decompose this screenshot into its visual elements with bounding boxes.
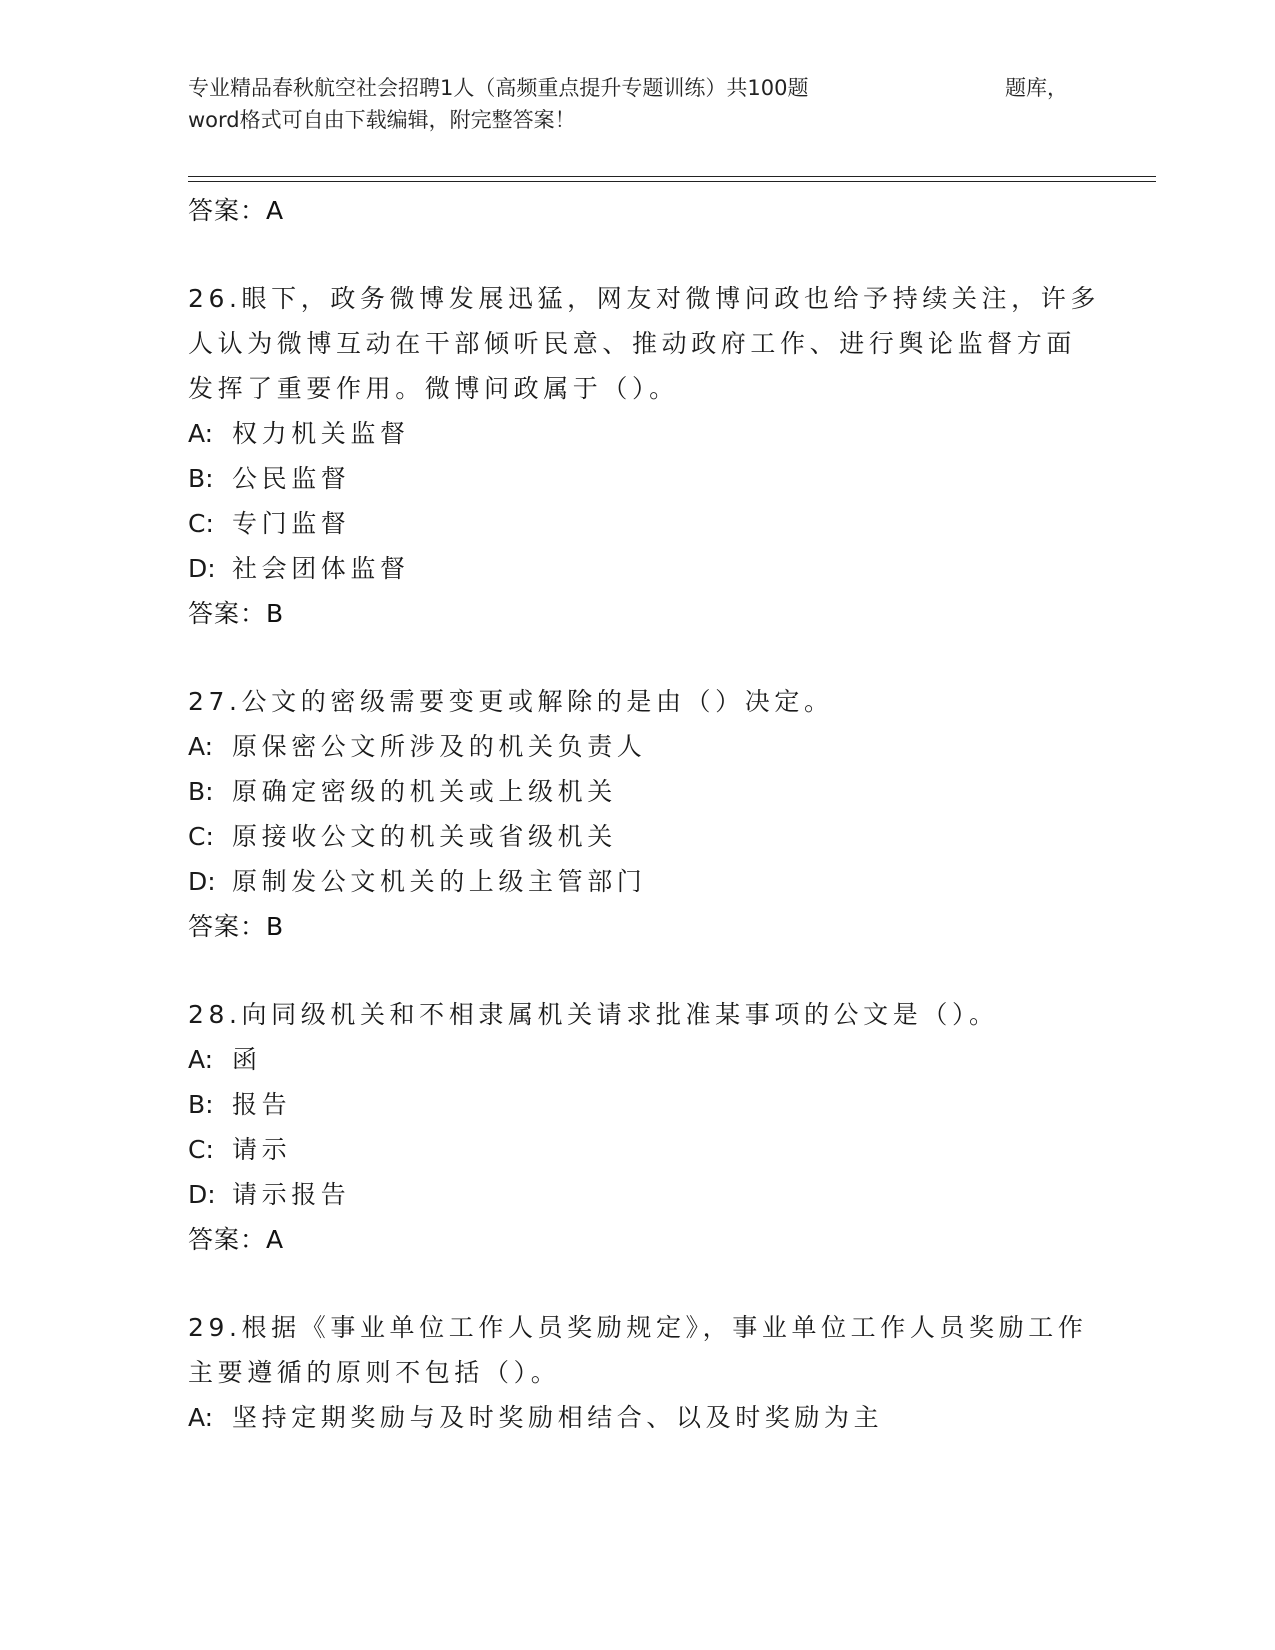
- option-key: A:: [188, 1403, 214, 1432]
- question-text: [188, 679, 1088, 724]
- answer-label: 答案：B: [188, 599, 285, 628]
- option-text: 原制发公文机关的上级主管部门: [232, 867, 647, 896]
- spacer: [188, 1263, 1088, 1305]
- spacer: [188, 234, 1088, 276]
- option-text: 原接收公文的机关或省级机关: [232, 822, 617, 851]
- question-text: [188, 1305, 1088, 1395]
- option-text: 坚持定期奖励与及时奖励相结合、以及时奖励为主: [232, 1403, 884, 1432]
- option-text: 专门监督: [232, 509, 351, 538]
- spacer: [188, 637, 1088, 679]
- option-key: B:: [188, 464, 214, 493]
- option-text: 原确定密级的机关或上级机关: [232, 777, 617, 806]
- previous-answer: 答案：A: [188, 196, 285, 225]
- option-key: A:: [188, 1045, 214, 1074]
- option-text: 请示报告: [232, 1180, 351, 1209]
- question-line: 26.眼下，政务微博发展迅猛，网友对微博问政也给予持续关注，许多: [188, 284, 1100, 313]
- option-b: [188, 1082, 1088, 1127]
- header-title-suffix: 题库，: [1005, 76, 1068, 100]
- option-d: [188, 546, 1088, 591]
- option-key: B:: [188, 1090, 214, 1119]
- option-b: [188, 456, 1088, 501]
- answer-label: 答案：B: [188, 912, 285, 941]
- option-text: 公民监督: [232, 464, 351, 493]
- option-key: A:: [188, 419, 214, 448]
- option-c: [188, 1127, 1088, 1172]
- question-item: [188, 1305, 1088, 1440]
- option-key: D:: [188, 1180, 216, 1209]
- option-a: [188, 1037, 1088, 1082]
- question-line: 人认为微博互动在干部倾听民意、推动政府工作、进行舆论监督方面: [188, 329, 1077, 358]
- question-item: [188, 276, 1100, 637]
- option-a: [188, 724, 1088, 769]
- header-title: 专业精品春秋航空社会招聘1人（高频重点提升专题训练）共100题: [188, 76, 809, 100]
- option-d: [188, 1172, 1088, 1217]
- option-b: [188, 769, 1088, 814]
- option-c: [188, 501, 1088, 546]
- option-key: D:: [188, 867, 216, 896]
- spacer: [188, 950, 1088, 992]
- option-d: [188, 859, 1088, 904]
- header-rule-bottom: [188, 181, 1156, 182]
- option-text: 报告: [232, 1090, 292, 1119]
- answer-label: 答案：A: [188, 1225, 285, 1254]
- option-key: D:: [188, 554, 216, 583]
- question-text: [188, 276, 1100, 411]
- question-line: 29.根据《事业单位工作人员奖励规定》，事业单位工作人员奖励工作: [188, 1313, 1088, 1342]
- option-text: 权力机关监督: [232, 419, 410, 448]
- header-subtitle: word格式可自由下载编辑，附完整答案！: [188, 108, 576, 132]
- option-text: 社会团体监督: [232, 554, 410, 583]
- question-list: [188, 188, 1100, 1440]
- option-key: B:: [188, 777, 214, 806]
- question-line: 28.向同级机关和不相隶属机关请求批准某事项的公文是（）。: [188, 1000, 999, 1029]
- option-key: C:: [188, 822, 214, 851]
- question-text: [188, 992, 1088, 1037]
- question-item: [188, 992, 1088, 1263]
- page-header: [188, 72, 1088, 136]
- question-line: 主要遵循的原则不包括（）。: [188, 1358, 561, 1387]
- option-a: [188, 411, 1088, 456]
- option-text: 函: [232, 1045, 262, 1074]
- header-title-line: [188, 72, 1068, 104]
- option-text: 请示: [232, 1135, 292, 1164]
- option-key: C:: [188, 1135, 214, 1164]
- option-key: A:: [188, 732, 214, 761]
- question-line: 27.公文的密级需要变更或解除的是由（）决定。: [188, 687, 834, 716]
- option-a: [188, 1395, 1088, 1440]
- question-item: [188, 679, 1088, 950]
- header-rule-top: [188, 176, 1156, 177]
- question-line: 发挥了重要作用。微博问政属于（）。: [188, 374, 679, 403]
- option-c: [188, 814, 1088, 859]
- option-key: C:: [188, 509, 214, 538]
- option-text: 原保密公文所涉及的机关负责人: [232, 732, 647, 761]
